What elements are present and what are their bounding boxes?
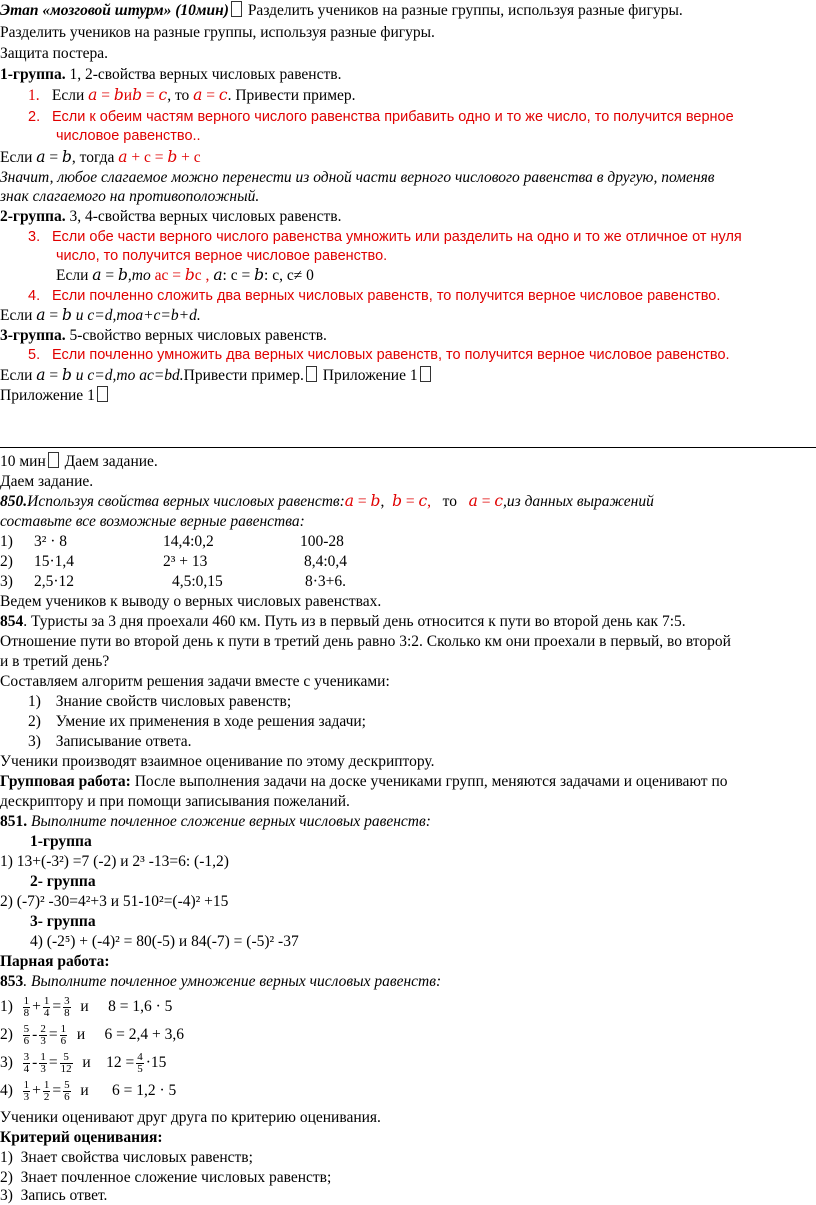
crit-text: Запись ответ.	[20, 1187, 108, 1204]
g2-row: 2) (-7)² -30=4²+3 и 51-10²=(-4)² +15	[0, 893, 229, 910]
pair-num: 3)	[0, 1054, 13, 1071]
algo-head: Составляем алгоритм решения задачи вместе с учениками:	[0, 673, 390, 690]
algo-text: Записывание ответа.	[55, 733, 192, 750]
stage-title: Этап «мозговой штурм» (10мин)	[0, 2, 229, 19]
p850-row1-b: 14,4:0,2	[163, 533, 214, 550]
algo-text: Умение их применения в ходе решения задачи;	[55, 713, 366, 730]
placeholder-glyph-icon	[420, 366, 431, 382]
pair-row-1	[0, 994, 172, 1020]
fraction: $\frac{1}{8}$	[23, 994, 30, 1019]
group2-example	[0, 306, 201, 325]
g1-conclusion-line2: знак слагаемого на противоположный.	[0, 188, 260, 205]
p854-line2: Отношение пути во второй день к пути в третий день равно 3:2. Сколько км они проехали в первый, во второй	[0, 633, 731, 650]
pair-rhs: и 8 = 1,6 · 5	[72, 998, 173, 1015]
criteria-item	[0, 1168, 331, 1187]
p850-row2-a: 15·1,4	[34, 553, 75, 570]
item3-line2: число, то получится верное числовое равенство.	[56, 248, 388, 264]
group1-item1	[28, 86, 356, 105]
g2-example-pre: Если	[0, 307, 37, 324]
item2-number: 2.	[28, 109, 41, 125]
p853-text: . Выполните почленное умножение верных числовых равенств:	[23, 973, 442, 990]
g3-appendix2: Приложение 1	[0, 387, 95, 404]
group2-item4	[28, 287, 720, 306]
assess-text: Ученики оценивают друг друга по критерию оценивания.	[0, 1109, 381, 1126]
p850-to: то	[442, 493, 457, 510]
p850-row-2	[0, 552, 13, 571]
eq: =	[52, 1082, 62, 1099]
g3-example-post: Привести пример.	[183, 367, 304, 384]
p850-row-3	[0, 572, 13, 591]
task10-head-rest: Даем задание.	[60, 453, 158, 470]
task10-line2: Даем задание.	[0, 473, 94, 490]
pair-work-label: Парная работа:	[0, 953, 110, 970]
item3-number: 3.	[28, 229, 41, 245]
stage-task-repeat: Разделить учеников на разные группы, используя разные фигуры.	[0, 24, 435, 41]
p854-num: 854	[0, 613, 24, 630]
section-divider	[0, 447, 816, 448]
fraction: $\frac{1}{3}$	[40, 1050, 46, 1075]
p854-text: . Туристы за 3 дня проехали 460 км. Путь из в первый день относится к пути во второй день как 7:5.	[23, 613, 686, 630]
p853-line	[0, 972, 441, 991]
algo-item	[28, 692, 291, 711]
group3-example	[0, 366, 433, 385]
group2-item3	[28, 228, 742, 247]
group3-item5	[28, 346, 730, 365]
g1-example-math: 𝑎 = 𝑏	[36, 149, 72, 166]
g1-example-math2: 𝑎 + с = 𝑏 + с	[118, 149, 201, 166]
fraction: $\frac{5}{6}$	[64, 1078, 70, 1103]
group1-header	[0, 65, 341, 84]
pair-num: 2)	[0, 1026, 13, 1043]
group2-text: 3, 4-свойства верных числовых равенств.	[65, 208, 342, 225]
algo-num: 1)	[28, 693, 41, 710]
group3-label: 3-группа.	[0, 327, 66, 344]
item1-number: 1.	[28, 87, 40, 104]
item3-ex-pre: Если	[56, 267, 93, 284]
item4-line: Если почленно сложить два верных числовых равенств, то получится верное числовое равенство.	[52, 288, 721, 304]
g3-example-math: 𝑎 = 𝑏	[36, 367, 72, 384]
p851-text: Выполните почленное сложение верных числовых равенств:	[27, 813, 431, 830]
p850-m1: 𝑎 = 𝑏	[344, 493, 381, 510]
g2-example-rest: и с=d,тоа+с=b+d.	[75, 307, 201, 324]
criteria-item	[0, 1148, 253, 1167]
group-work-label: Групповая работа:	[0, 773, 131, 790]
g1-label: 1-группа	[30, 833, 92, 850]
fraction: $\frac{5}{6}$	[23, 1022, 30, 1047]
group1-label: 1-группа.	[0, 66, 66, 83]
row-number: 1)	[0, 533, 13, 550]
p850-row2-b: 2³ + 13	[163, 553, 208, 570]
item5-line: Если почленно умножить два верных числовых равенств, то получится верное числовое равенство.	[52, 347, 730, 363]
fraction: $\frac{4}{5}$	[137, 1050, 143, 1075]
group-work-line1	[0, 772, 728, 791]
group-work-text: После выполнения задачи на доске учениками групп, меняются задачами и оценивают по	[130, 773, 728, 790]
algo-item	[28, 732, 192, 751]
g3-row: 4) (-2⁵) + (-4)² = 80(-5) и 84(-7) = (-5)² -37	[30, 933, 299, 950]
placeholder-glyph-icon	[48, 452, 59, 468]
p850-line2: составьте все возможные верные равенства:	[0, 513, 305, 530]
task10-head-label: 10 мин	[0, 453, 46, 470]
item2-line1: Если к обеим частям верного числого равенства прибавить одно и то же число, то получится верное	[52, 109, 734, 125]
pair-num: 4)	[0, 1082, 13, 1099]
crit-num: 2)	[0, 1169, 13, 1186]
g3-appendix-line	[0, 386, 110, 405]
lead-text: Ведем учеников к выводу о верных числовых равенствах.	[0, 593, 382, 610]
p850-text: Используя свойства верных числовых равенств:	[27, 493, 345, 510]
p850-row3-b: 4,5:0,15	[172, 573, 223, 590]
group1-item2	[28, 108, 734, 127]
p850-row-1	[0, 532, 13, 551]
group-work-line2: дескриптору и при помощи записывания пожеланий.	[0, 793, 350, 810]
fraction: $\frac{1}{3}$	[23, 1078, 30, 1103]
placeholder-glyph-icon	[306, 366, 317, 382]
crit-text: Знает свойства числовых равенств;	[20, 1149, 253, 1166]
item3-example	[56, 266, 314, 285]
item1-mid: , то	[167, 87, 194, 104]
p850-rest: ,из данных выражений	[503, 493, 654, 510]
item3-line1: Если обе части верного числого равенства умножить или разделить на одно и то же отличное от нуля	[52, 229, 742, 245]
p850-row3-a: 2,5·12	[34, 573, 75, 590]
p850-num: 850.	[0, 493, 28, 510]
algo-num: 3)	[28, 733, 41, 750]
g1-example-mid: , тогда	[71, 149, 119, 166]
g3-example-pre: Если	[0, 367, 37, 384]
g2-example-math: 𝑎 = 𝑏	[36, 307, 72, 324]
fraction: $\frac{3}{4}$	[23, 1050, 30, 1075]
fraction: $\frac{1}{2}$	[43, 1078, 50, 1103]
pair-rhs: и 6 = 2,4 + 3,6	[69, 1026, 184, 1043]
group2-label: 2-группа.	[0, 208, 66, 225]
g3-appendix: Приложение 1	[318, 367, 418, 384]
crit-text: Знает почленное сложение числовых равенств;	[20, 1169, 332, 1186]
fraction: $\frac{2}{3}$	[40, 1022, 46, 1047]
item4-number: 4.	[28, 288, 41, 304]
fraction: $\frac{1}{4}$	[43, 994, 50, 1019]
algo-num: 2)	[28, 713, 41, 730]
fraction: $\frac{5}{12}$	[60, 1050, 72, 1075]
pair-row-4	[0, 1078, 176, 1104]
pair-num: 1)	[0, 998, 13, 1015]
eq: =	[48, 1054, 58, 1071]
criteria-item	[0, 1186, 107, 1205]
algo-text: Знание свойств числовых равенств;	[55, 693, 292, 710]
item3-ex-math2: ас = 𝑏с ,	[154, 267, 210, 284]
g1-row: 1) 13+(-3²) =7 (-2) и 2³ -13=6: (-1,2)	[0, 853, 229, 870]
peer-text: Ученики производят взаимное оценивание по этому дескриптору.	[0, 753, 435, 770]
fraction: $\frac{1}{6}$	[60, 1022, 67, 1047]
p850-row1-a: 3² · 8	[34, 533, 68, 550]
task10-head	[0, 452, 158, 471]
item1-math: 𝑎 = 𝑏и𝑏 = 𝑐	[88, 87, 168, 104]
criteria-head: Критерий оценивания:	[0, 1129, 163, 1146]
p851-num: 851.	[0, 813, 28, 830]
p850-row3-c: 8·3+6.	[305, 573, 347, 590]
group2-header	[0, 207, 341, 226]
item3-ex-to: то	[131, 267, 155, 284]
op: -	[32, 1054, 38, 1071]
stage-task: Разделить учеников на разные группы, используя разные фигуры.	[247, 2, 683, 19]
crit-num: 1)	[0, 1149, 13, 1166]
g1-example-pre: Если	[0, 149, 37, 166]
g1-conclusion-line1: Значит, любое слагаемое можно перенести из одной части верного числового равенства в другую, поменяв	[0, 169, 715, 186]
p850-row2-c: 8,4:0,4	[304, 553, 348, 570]
eq: =	[52, 998, 62, 1015]
op: +	[32, 998, 41, 1015]
p854-line1	[0, 612, 686, 631]
group1-text: 1, 2-свойства верных числовых равенств.	[65, 66, 342, 83]
group3-header	[0, 326, 327, 345]
g2-label: 2- группа	[30, 873, 96, 890]
p850-m3: 𝑎 = 𝑐	[468, 493, 504, 510]
eq: =	[48, 1026, 58, 1043]
pair-row-3	[0, 1050, 166, 1076]
p853-num: 853	[0, 973, 24, 990]
placeholder-glyph-icon	[97, 386, 108, 402]
stage-title-line	[0, 1, 683, 20]
pair-rhs: и 6 = 1,2 · 5	[72, 1082, 177, 1099]
group3-text: 5-свойство верных числовых равенств.	[65, 327, 327, 344]
row-number: 2)	[0, 553, 13, 570]
p851-line	[0, 812, 431, 831]
pair-row-2	[0, 1022, 184, 1048]
group1-example	[0, 148, 201, 167]
p850-m2: 𝑏 = 𝑐,	[392, 493, 432, 510]
op: +	[32, 1082, 41, 1099]
op: -	[32, 1026, 38, 1043]
item2-line2: числовое равенство..	[56, 128, 201, 144]
item5-number: 5.	[28, 347, 41, 363]
item1-math2: 𝑎 = 𝑐	[193, 87, 228, 104]
crit-num: 3)	[0, 1187, 13, 1204]
g3-example-rest: и с=d,то ас=bd.	[75, 367, 184, 384]
row-number: 3)	[0, 573, 13, 590]
pair-rhs-tail: ·15	[145, 1054, 167, 1071]
p850-row1-c: 100-28	[300, 533, 344, 550]
fraction: $\frac{3}{8}$	[64, 994, 70, 1019]
item3-ex-math: 𝑎 = 𝑏,	[92, 267, 132, 284]
placeholder-glyph-icon	[231, 1, 242, 17]
item3-ex-math3: 𝑎: с = 𝑏: с, с≠ 0	[209, 267, 314, 284]
g3-label: 3- группа	[30, 913, 96, 930]
p850-line1: 850.Используя свойства верных числовых равенств:𝑎 = 𝑏, 𝑏 = 𝑐, то 𝑎 = 𝑐,из данных выражений	[0, 493, 654, 510]
item1-pre: Если	[51, 87, 89, 104]
algo-item	[28, 712, 366, 731]
stage-poster: Защита постера.	[0, 45, 109, 62]
pair-rhs: и 12 =	[74, 1054, 135, 1071]
p854-line3: и в третий день?	[0, 653, 110, 670]
item1-post: . Привести пример.	[227, 87, 356, 104]
